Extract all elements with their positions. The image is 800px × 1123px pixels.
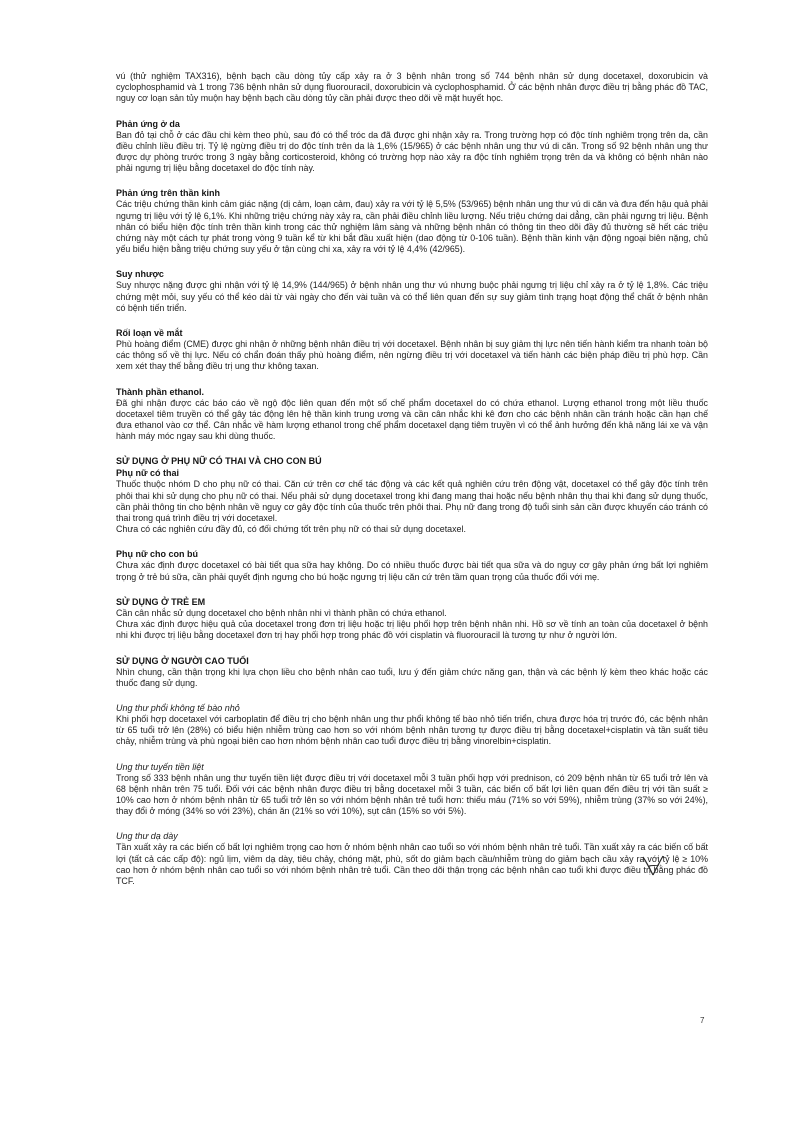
section [116,596,708,642]
paragraph: Thuốc thuộc nhóm D cho phụ nữ có thai. Căn cứ trên cơ chế tác động và các kết quả nghiên cứu trên động vật, docetaxel có thể gây độc tính trên phôi thai khi sử dụng cho phụ nữ có thai. Nếu phải sử dụng docetaxel trong khi đang mang thai hoặc nếu bệnh nhân thụ thai khi đang sử dụng thuốc, cần phải thông tin cho bệnh nhân về nguy cơ gây độc tính của thuốc trên phôi thai. Phụ nữ đang trong độ tuổi sinh sản cần được khuyến cáo tránh có thai trong quá trình điều trị với docetaxel. [116,479,708,524]
paragraph: Chưa xác định được docetaxel có bài tiết qua sữa hay không. Do có nhiều thuốc được bài tiết qua sữa và do nguy cơ gây phản ứng bất lợi nghiêm trọng ở trẻ bú sữa, cần phải quyết định ngưng cho bú hoặc ngưng trị liệu căn cứ trên tầm quan trọng của thuốc đối với mẹ. [116,560,708,582]
paragraph: Nhìn chung, cần thận trọng khi lựa chọn liều cho bệnh nhân cao tuổi, lưu ý đến giảm chức năng gan, thận và các bệnh lý kèm theo khác hoặc các thuốc đang sử dụng. [116,666,708,688]
section [116,655,708,689]
section-heading: Rối loạn về mắt [116,328,183,339]
section [116,830,708,887]
document-body [116,71,708,887]
section-heading: Phản ứng ở da [116,118,180,129]
section [116,268,708,314]
section-heading: Ung thư tuyến tiền liệt [116,761,204,772]
section [116,327,708,373]
paragraph: Tần xuất xảy ra các biến cố bất lợi nghiêm trọng cao hơn ở nhóm bệnh nhân cao tuổi so với nhóm bệnh nhân trẻ tuổi. Tần xuất xảy ra các biến cố bất lợi (tất cả các cấp độ): ngủ lịm, viêm dạ dày, tiêu chảy, chóng mặt, phù, sốt do giảm bạch cầu/nhiễm trùng do giảm bạch cầu xảy ra với tỷ lệ ≥ 10% cao hơn ở nhóm bệnh nhân cao tuổi so với nhóm bệnh nhân trẻ tuổi. Cần theo dõi thận trọng các bệnh nhân cao tuổi khi được điều trị bằng phác đồ TCF. [116,842,708,886]
section-heading: Thành phần ethanol. [116,386,204,397]
paragraph: Đã ghi nhận được các báo cáo về ngộ độc liên quan đến một số chế phẩm docetaxel do có chứa ethanol. Lượng ethanol trong một liều thuốc docetaxel tiêm truyền có thể gây tác động lên hệ thần kinh trung ương và cần cân nhắc khi kê đơn cho các bệnh nhân cần tránh hoặc cần hạn chế đưa ethanol vào cơ thể. Cân nhắc về hàm lượng ethanol trong chế phẩm docetaxel dạng tiêm truyền vì có thể ảnh hưởng đến khả năng lái xe và vận hành máy móc ngay sau khi dùng thuốc. [116,397,708,442]
section [116,187,708,255]
section-heading: SỬ DỤNG Ở NGƯỜI CAO TUỔI [116,655,249,666]
paragraph: Ban đỏ tại chỗ ở các đầu chi kèm theo phù, sau đó có thể tróc da đã được ghi nhận xảy ra. Trong trường hợp có độc tính nghiêm trọng trên da, cần điều chỉnh liều điều trị. Tỷ lệ ngừng điều trị do độc tính trên da là 1,6% (15/965) ở các bệnh nhân ung thư vú di căn. Trong số 92 bệnh nhân ung thư được dự phòng trước trong 3 ngày bằng corticosteroid, không có trường hợp nào xảy ra độc tính nghiêm trọng trên da và không có bệnh nhân nào phải ngưng trị liệu bằng docetaxel do độc tính này. [116,129,708,174]
section [116,455,708,535]
section [116,118,708,175]
paragraph: Khi phối hợp docetaxel với carboplatin để điều trị cho bệnh nhân ung thư phổi không tế bào nhỏ tiến triển, chưa được hóa trị trước đó, các bệnh nhân từ 65 tuổi trở lên (28%) có biểu hiện nhiễm trùng cao hơn so với nhóm bệnh nhân tương tự được điều trị bằng docetaxel+cisplatin và tần suất tiêu chảy, nhiễm trùng và phù ngoại biên cao hơn nhóm bệnh nhân cao tuổi được điều trị bằng vinorelbin+cisplatin. [116,713,708,747]
section-heading: SỬ DỤNG Ở TRẺ EM [116,596,206,607]
paragraph: Chưa có các nghiên cứu đầy đủ, có đối chứng tốt trên phụ nữ có thai sử dụng docetaxel. [116,524,466,535]
section-heading: Phụ nữ cho con bú [116,549,199,560]
section [116,702,708,748]
paragraph: vú (thử nghiệm TAX316), bệnh bạch cầu dòng tủy cấp xảy ra ở 3 bệnh nhân trong số 744 bệnh nhân sử dụng docetaxel, doxorubicin và cyclophosphamid và 1 trong 736 bệnh nhân sử dụng fluorouracil, doxorubicin và cyclophosphamid. Ở các bệnh nhân được điều trị bằng phác đồ TAC, nguy cơ loạn sản tủy muộn hay bệnh bạch cầu dòng tủy cần phải được theo dõi về mặt huyết học. [116,71,708,104]
section-heading: Ung thư dạ dày [116,831,178,842]
section [116,386,708,443]
section [116,761,708,818]
section-heading: Suy nhược [116,269,164,280]
handwritten-check-mark [640,853,666,879]
section-heading: Phản ứng trên thần kinh [116,188,221,199]
paragraph: Suy nhược nặng được ghi nhận với tỷ lệ 14,9% (144/965) ở bệnh nhân ung thư vú nhưng buộc phải ngưng trị liệu chỉ xảy ra ở tỷ lệ 1,8%. Các triệu chứng mệt mỏi, suy yếu có thể kéo dài từ vài ngày cho đến vài tuần và có thể liên quan đến sự suy giảm tình trạng hoạt động thể chất ở bệnh nhân có bệnh tiến triển. [116,280,708,313]
page-number: 7 [700,1016,705,1025]
section [116,548,708,582]
paragraph: Phù hoàng điểm (CME) được ghi nhận ở những bệnh nhân điều trị với docetaxel. Bệnh nhân bị suy giảm thị lực nên tiến hành kiểm tra nhanh toàn bộ các thông số về thị lực. Nếu có chẩn đoán thấy phù hoàng điểm, nên ngừng điều trị với docetaxel và tiến hành các biện pháp điều trị phù hợp. Cần xem xét thay thế bằng điều trị ung thư không taxan. [116,339,708,372]
section-heading: SỬ DỤNG Ở PHỤ NỮ CÓ THAI VÀ CHO CON BÚ [116,456,322,467]
section [116,71,708,105]
paragraph: Các triệu chứng thần kinh cảm giác nặng (dị cảm, loạn cảm, đau) xảy ra với tỷ lệ 5,5% (53/965) bệnh nhân ung thư vú di căn và đưa đến hậu quả phải ngưng trị liệu với tỷ lệ 6,1%. Khi những triệu chứng này xảy ra, cần phải điều chỉnh liều lượng. Nếu triệu chứng dai dẳng, cần phải ngưng trị liệu. Bệnh nhân có biểu hiện độc tính trên thần kinh trong các thử nghiệm lâm sàng và những bệnh nhân có thông tin theo dõi đầy đủ thường sẽ hết các triệu chứng này một cách tự phát trong vòng 9 tuần kể từ khi bắt đầu xuất hiện (dao động từ 0-106 tuần). Bệnh thần kinh vận động ngoại biên nặng, chủ yếu biểu hiện bằng triệu chứng suy yếu ở tận cùng chi xa, xảy ra với tỷ lệ 4,4% (42/965). [116,199,708,255]
section-heading: Ung thư phổi không tế bào nhỏ [116,702,240,713]
subsection-heading: Phụ nữ có thai [116,468,180,479]
paragraph: Trong số 333 bệnh nhân ung thư tuyến tiền liệt được điều trị với docetaxel mỗi 3 tuần phối hợp với prednison, có 209 bệnh nhân từ 65 tuổi trở lên và 68 bệnh nhân trên 75 tuổi. Đối với các bệnh nhân được điều trị bằng docetaxel mỗi 3 tuần, các biến cố bất lợi liên quan đến điều trị với tần suất ≥ 10% cao hơn ở nhóm bệnh nhân từ 65 tuổi trở lên so với nhóm bệnh nhân trẻ tuổi hơn: thiếu máu (71% so với 59%), nhiễm trùng (37% so với 24%), thay đổi ở móng (34% so với 23%), chán ăn (21% so với 10%), sụt cân (15% so với 5%). [116,772,708,817]
paragraph: Cần cân nhắc sử dụng docetaxel cho bệnh nhân nhi vì thành phần có chứa ethanol. [116,607,447,618]
paragraph: Chưa xác định được hiệu quả của docetaxel trong đơn trị liệu hoặc trị liệu phối hợp trên bệnh nhân nhi. Hồ sơ về tính an toàn của docetaxel ở bệnh nhi khi được trị liệu bằng docetaxel đơn trị hay phối hợp trong phác đồ với cisplatin và fluorouracil là tương tự như ở người lớn. [116,619,708,641]
